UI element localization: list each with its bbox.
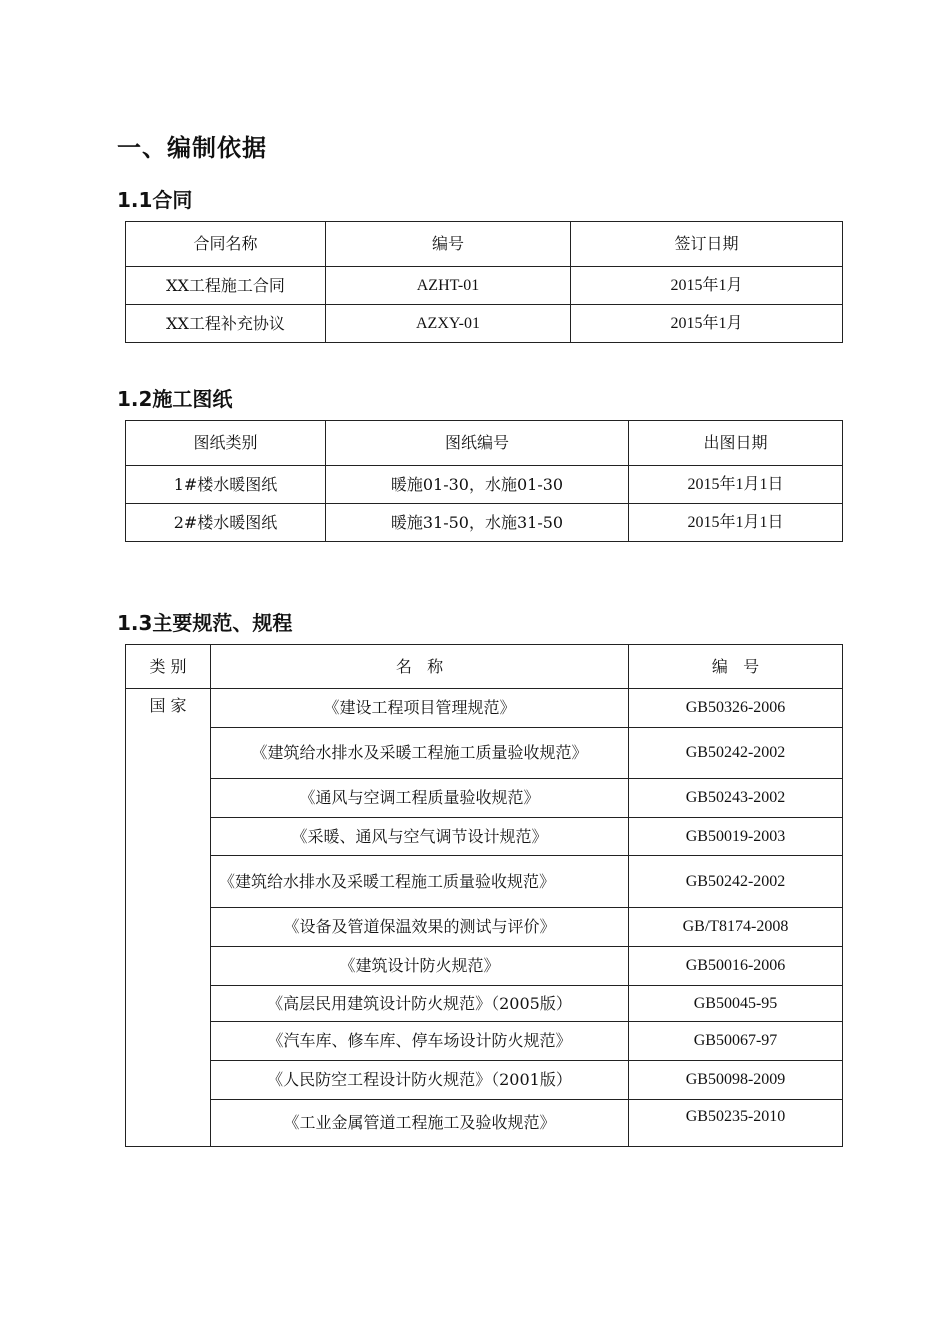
section-title-drawings: 1.2施工图纸 [117, 387, 233, 411]
table-row [126, 504, 843, 542]
table-cell: 《设备及管道保温效果的测试与评价》 [211, 908, 629, 947]
contract-table [125, 221, 843, 343]
table-row [126, 267, 843, 305]
table-cell: AZHT-01 [326, 267, 571, 305]
table-row [126, 1061, 843, 1100]
column-header: 出图日期 [629, 421, 843, 466]
table-row [126, 779, 843, 818]
table-cell: 暖施31-50，水施31-50 [326, 504, 629, 542]
table-cell: 1#楼水暖图纸 [126, 466, 326, 504]
table-cell: GB50019-2003 [629, 818, 843, 856]
column-header: 类 别 [126, 645, 211, 689]
table-header-row [126, 645, 843, 689]
table-cell: 2#楼水暖图纸 [126, 504, 326, 542]
table-cell: 《建筑设计防火规范》 [211, 947, 629, 986]
table-cell: GB50243-2002 [629, 779, 843, 818]
section-title-contract: 1.1合同 [117, 188, 193, 212]
column-header: 编号 [326, 222, 571, 267]
section-title-standards: 1.3主要规范、规程 [117, 611, 293, 635]
table-cell: 2015年1月 [571, 305, 843, 343]
table-row [126, 1022, 843, 1061]
table-header-row [126, 421, 843, 466]
table-cell: GB50242-2002 [629, 728, 843, 779]
table-header-row [126, 222, 843, 267]
table-row [126, 818, 843, 856]
page-heading: 一、编制依据 [117, 134, 267, 162]
table-cell: GB50067-97 [629, 1022, 843, 1061]
column-header: 签订日期 [571, 222, 843, 267]
column-header: 图纸编号 [326, 421, 629, 466]
table-cell: GB50045-95 [629, 986, 843, 1022]
table-cell: XX工程施工合同 [126, 267, 326, 305]
table-row [126, 856, 843, 908]
table-cell: 《建设工程项目管理规范》 [211, 689, 629, 728]
table-cell: GB/T8174-2008 [629, 908, 843, 947]
table-cell: 《通风与空调工程质量验收规范》 [211, 779, 629, 818]
table-cell: 2015年1月1日 [629, 504, 843, 542]
table-cell: GB50016-2006 [629, 947, 843, 986]
table-cell: 2015年1月 [571, 267, 843, 305]
table-cell: 《工业金属管道工程施工及验收规范》 [211, 1100, 629, 1147]
column-header: 合同名称 [126, 222, 326, 267]
table-cell: 2015年1月1日 [629, 466, 843, 504]
table-row [126, 986, 843, 1022]
table-cell: GB50098-2009 [629, 1061, 843, 1100]
table-cell-text: 《建筑给水排水及采暖工程施工质量验收规范》 [219, 872, 556, 891]
table-row [126, 305, 843, 343]
category-cell: 国 家 [126, 689, 211, 1147]
column-header: 编 号 [629, 645, 843, 689]
table-cell: 《人民防空工程设计防火规范》（2001版） [211, 1061, 629, 1100]
table-cell: 《高层民用建筑设计防火规范》（2005版） [211, 986, 629, 1022]
table-cell: 《汽车库、修车库、停车场设计防火规范》 [211, 1022, 629, 1061]
table-cell: 暖施01-30，水施01-30 [326, 466, 629, 504]
table-cell: AZXY-01 [326, 305, 571, 343]
drawings-table [125, 420, 843, 542]
table-row [126, 947, 843, 986]
table-cell: XX工程补充协议 [126, 305, 326, 343]
table-row [126, 1100, 843, 1147]
table-row [126, 728, 843, 779]
table-row [126, 908, 843, 947]
table-row [126, 689, 843, 728]
table-cell: 《建筑给水排水及采暖工程施工质量验收规范》 [211, 728, 629, 779]
table-cell: GB50242-2002 [629, 856, 843, 908]
table-cell [211, 856, 629, 908]
column-header: 名 称 [211, 645, 629, 689]
column-header: 图纸类别 [126, 421, 326, 466]
table-cell: GB50326-2006 [629, 689, 843, 728]
table-cell: 《采暖、通风与空气调节设计规范》 [211, 818, 629, 856]
table-cell: GB50235-2010 [629, 1100, 843, 1147]
table-row [126, 466, 843, 504]
standards-table [125, 644, 843, 1147]
